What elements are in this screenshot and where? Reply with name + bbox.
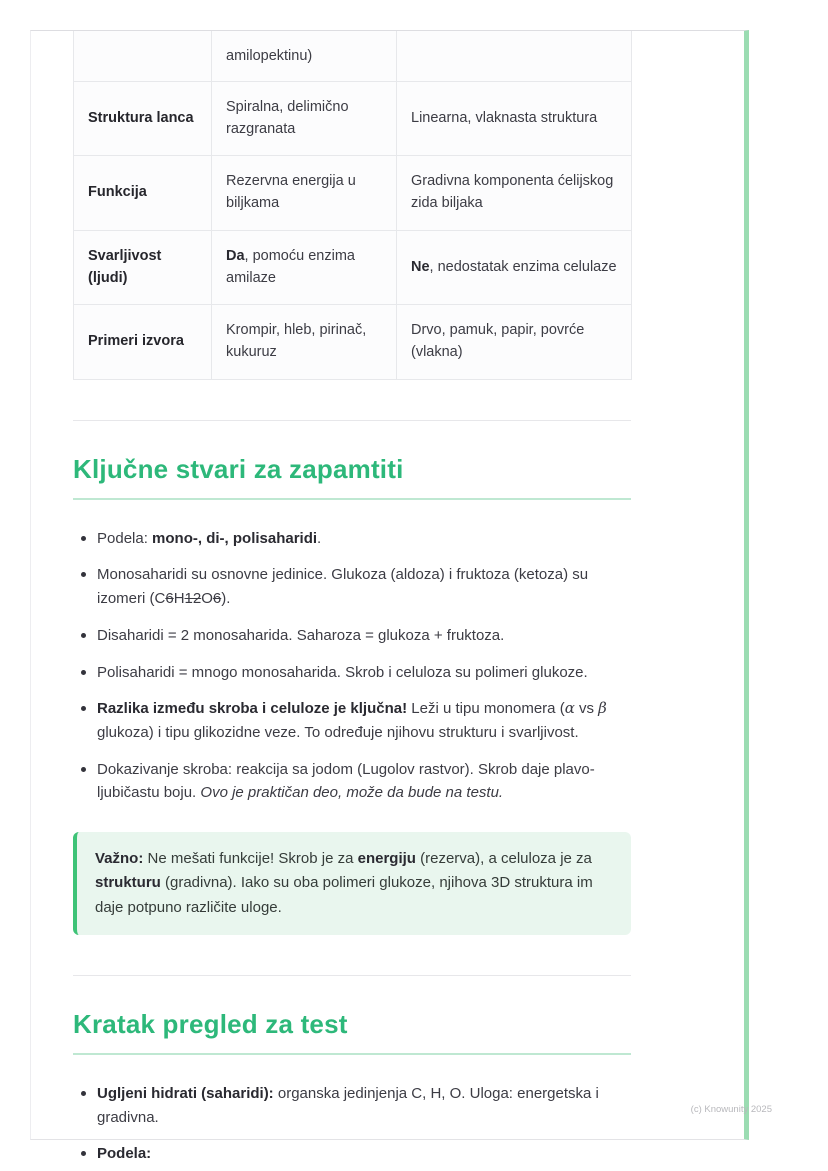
list-item <box>81 563 631 610</box>
section-divider <box>73 420 631 421</box>
text-segment: Spiralna, delimično razgranata <box>226 98 349 137</box>
table-cell-label <box>74 31 212 81</box>
text-segment: , pomoću enzima amilaze <box>226 247 355 286</box>
formula-digit: 6 <box>212 590 222 608</box>
text-segment-bold: Razlika između skroba i celuloze je ključna! <box>97 700 408 718</box>
list-item <box>81 624 631 648</box>
key-points-list <box>73 527 631 805</box>
table-row-funkcija <box>74 156 632 231</box>
text-segment: . <box>317 529 322 547</box>
heading-underline <box>73 1053 631 1055</box>
text-segment: glukoza) i tipu glikozidne veze. To određuje njihovu strukturu i svarljivost. <box>97 723 579 741</box>
text-segment: , nedostatak enzima celulaze <box>429 258 617 275</box>
table-cell <box>212 305 397 380</box>
text-segment: Krompir, hleb, pirinač, kukuruz <box>226 322 367 360</box>
text-segment: (rezerva), a celuloza je za <box>415 849 592 867</box>
text-segment-italic: Ovo je praktičan deo, može da bude na testu. <box>200 784 504 802</box>
table-cell-label: Primeri izvora <box>74 305 212 380</box>
text-segment-bold: Da <box>226 247 245 264</box>
formula-digit: 6 <box>165 590 174 608</box>
test-review-list <box>73 1082 631 1166</box>
greek-alpha: α <box>564 699 575 718</box>
text-segment: Leži u tipu monomera ( <box>407 700 565 718</box>
text-segment: Monosaharidi su osnovne jedinice. Glukoza (aldoza) i fruktoza (ketoza) su izomeri (C <box>97 566 589 608</box>
text-segment-bold: Podela: <box>97 1145 152 1163</box>
text-segment: Rezervna energija u biljkama <box>226 173 356 211</box>
callout-text <box>95 847 613 920</box>
document-page <box>30 30 749 1163</box>
important-callout <box>73 832 631 935</box>
text-segment: Podela: <box>97 529 153 547</box>
text-segment: Ne mešati funkcije! Skrob je za <box>143 849 358 867</box>
text-segment: Dokazivanje skroba: reakcija sa jodom (Lugolov rastvor). Skrob daje plavo-ljubičastu boju. <box>97 760 595 802</box>
table-row-cutoff <box>74 31 632 81</box>
text-segment: Polisaharidi = mnogo monosaharida. Skrob i celuloza su polimeri glukoze. <box>97 663 588 681</box>
text-segment-bold: Ugljeni hidrati (saharidi): <box>97 1084 274 1102</box>
table-cell <box>212 31 397 81</box>
formula-digit: 12 <box>184 590 202 608</box>
text-segment: (gradivna). Iako su oba polimeri glukoze, njihova 3D struktura im daje potpuno različite uloge. <box>95 874 593 916</box>
section-heading-test-review: Kratak pregled za test <box>73 1008 348 1039</box>
list-item <box>81 1082 631 1129</box>
table-cell-label: Struktura lanca <box>74 81 212 156</box>
table-row-svarljivost <box>74 230 632 305</box>
list-item <box>81 697 631 744</box>
table-cell <box>397 31 632 81</box>
text-segment: amilopektinu) <box>226 48 313 64</box>
list-item <box>81 661 631 685</box>
copyright-watermark: (c) Knowunity 2025 <box>690 1104 772 1115</box>
text-segment-bold: mono-, di-, polisaharidi <box>152 529 318 547</box>
text-segment: H <box>173 590 185 608</box>
list-item <box>81 758 631 805</box>
text-segment-bold: strukturu <box>95 874 161 892</box>
page-content <box>73 31 631 1166</box>
section-heading-key-points: Ključne stvari za zapamtiti <box>73 453 404 484</box>
table-row-primeri <box>74 305 632 380</box>
table-cell-label: Funkcija <box>74 156 212 231</box>
table-cell <box>212 230 397 305</box>
text-segment-bold: Ne <box>411 258 430 275</box>
section-divider <box>73 975 631 976</box>
table-row-struktura <box>74 81 632 156</box>
text-segment: O <box>201 590 213 608</box>
text-segment: organska jedinjenja C, H, O. Uloga: energetska i gradivna. <box>97 1084 599 1126</box>
table-cell <box>397 81 632 156</box>
table-cell <box>212 81 397 156</box>
text-segment: Disaharidi = 2 monosaharida. Saharoza = glukoza + fruktoza. <box>97 626 505 644</box>
text-segment-bold: energiju <box>357 849 416 867</box>
greek-beta: β <box>598 699 607 718</box>
table-cell <box>397 156 632 231</box>
list-item <box>81 527 631 551</box>
text-segment: Drvo, pamuk, papir, povrće (vlakna) <box>411 322 585 360</box>
list-item <box>81 1142 631 1166</box>
comparison-table <box>73 31 632 380</box>
text-segment: ). <box>221 590 231 608</box>
table-cell-label: Svarljivost (ljudi) <box>74 230 212 305</box>
table-cell <box>397 230 632 305</box>
heading-underline <box>73 498 631 500</box>
table-cell <box>212 156 397 231</box>
table-cell <box>397 305 632 380</box>
text-segment-bold: Važno: <box>95 849 144 867</box>
text-segment: Gradivna komponenta ćelijskog zida biljaka <box>411 173 614 211</box>
text-segment: Linearna, vlaknasta struktura <box>411 109 598 126</box>
text-segment: vs <box>574 700 599 718</box>
